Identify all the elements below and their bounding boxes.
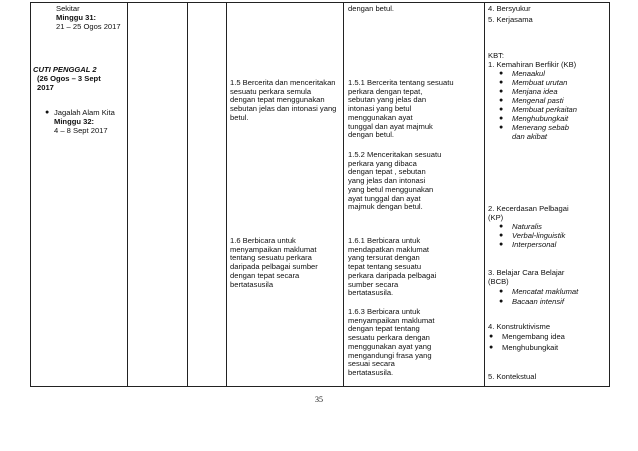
kp-item: Interpersonal bbox=[512, 240, 557, 249]
learning-standard-1-6-1-line: sumber secara bbox=[348, 279, 399, 289]
learning-standard-1-6-3-line: sesuatu perkara dengan bbox=[348, 333, 430, 343]
bullet-icon: ● bbox=[499, 70, 504, 77]
elements-cell bbox=[485, 3, 610, 387]
page-number: 35 bbox=[315, 395, 323, 404]
learning-standard-1-5-1-line: menggunakan ayat bbox=[348, 112, 413, 122]
content-standard-1-5-line: betul. bbox=[230, 112, 249, 122]
content-standard-1-6-line: 1.6 Berbicara untuk bbox=[230, 236, 296, 245]
learning-standard-1-6-1-line: yang tersurat dengan bbox=[348, 253, 420, 263]
bcb-heading: 3. Belajar Cara Belajar bbox=[488, 268, 565, 277]
content-standard-1-5-line: sebutan jelas dan intonasi yang bbox=[230, 104, 337, 114]
kp-heading: (KP) bbox=[488, 213, 504, 222]
content-standard-1-6-line: tentang sesuatu perkara bbox=[230, 253, 312, 263]
bullet-icon: ● bbox=[499, 124, 504, 131]
value-kerjasama: 5. Kerjasama bbox=[488, 15, 533, 24]
content-standard-cell bbox=[227, 3, 344, 387]
learning-standard-1-6-3-line: menyampaikan maklumat bbox=[348, 315, 435, 325]
learning-standard-1-5-1-line: perkara dengan tepat, bbox=[348, 86, 423, 96]
bullet-icon: ● bbox=[499, 288, 504, 295]
kp-heading: 2. Kecerdasan Pelbagai bbox=[488, 204, 569, 213]
empty-cell bbox=[188, 3, 227, 387]
content-standard-1-5-line: 1.5 Bercerita dan menceritakan bbox=[230, 78, 336, 87]
holiday-dates: (26 Ogos – 3 Sept bbox=[37, 74, 101, 83]
learning-standard-cell bbox=[344, 3, 485, 387]
learning-standard-1-5-2-line: yang jelas dan intonasi bbox=[348, 176, 426, 186]
learning-standard-line: dengan betul. bbox=[348, 4, 395, 13]
bullet-icon: ● bbox=[499, 97, 504, 104]
lesson-plan-table bbox=[30, 2, 610, 387]
kbt-heading: KBT: bbox=[488, 51, 505, 60]
bullet-icon: ● bbox=[499, 223, 504, 230]
content-standard-1-5-line: sesuatu perkara semula bbox=[230, 86, 312, 96]
bullet-icon: ● bbox=[499, 79, 504, 86]
learning-standard-1-5-1-line: dengan betul. bbox=[348, 130, 395, 140]
kp-item: Naturalis bbox=[512, 222, 542, 231]
kp-item: Verbal-linguistik bbox=[512, 231, 566, 240]
content-standard-1-5-line: dengan tepat menggunakan bbox=[230, 95, 325, 105]
holiday-title: CUTI PENGGAL 2 bbox=[33, 65, 97, 74]
learning-standard-1-5-2-line: dengan tepat , sebutan bbox=[348, 167, 426, 177]
kontekstual-heading: 5. Kontekstual bbox=[488, 372, 537, 381]
learning-standard-1-6-3-line: bertatasusila. bbox=[348, 367, 394, 377]
learning-standard-1-6-3-line: sesuai secara bbox=[348, 359, 395, 369]
bullet-icon: ● bbox=[499, 298, 504, 305]
bullet-icon: ● bbox=[499, 88, 504, 95]
bullet-icon: ● bbox=[499, 241, 504, 248]
kbt-kb-heading: 1. Kemahiran Berfikir (KB) bbox=[488, 60, 577, 69]
week-32-dates: 4 – 8 Sept 2017 bbox=[54, 126, 108, 135]
konstruktivisme-heading: 4. Konstruktivisme bbox=[488, 322, 551, 331]
learning-standard-1-6-1-line: mendapatkan maklumat bbox=[348, 244, 430, 254]
kb-item: dan akibat bbox=[512, 132, 548, 141]
learning-standard-1-5-2-line: perkara yang dibaca bbox=[348, 158, 417, 168]
bullet-icon: ● bbox=[489, 344, 494, 351]
konstruktivisme-item: Menghubungkait bbox=[502, 343, 559, 352]
learning-standard-1-5-1-line: tunggal dan ayat majmuk bbox=[348, 121, 433, 131]
kb-item: Mengenal pasti bbox=[512, 96, 564, 105]
learning-standard-1-6-3-line: 1.6.3 Berbicara untuk bbox=[348, 307, 421, 316]
week-32-label: Minggu 32: bbox=[54, 117, 95, 126]
bullet-icon: ● bbox=[489, 333, 494, 340]
value-bersyukur: 4. Bersyukur bbox=[488, 4, 531, 13]
bcb-heading: (BCB) bbox=[488, 277, 509, 286]
content-standard-1-6-line: dengan tepat secara bbox=[230, 270, 300, 280]
week-theme-cell bbox=[31, 3, 128, 387]
learning-standard-1-5-2-line: ayat tunggal dan ayat bbox=[348, 193, 421, 203]
bullet-icon: ● bbox=[499, 115, 504, 122]
bcb-item: Bacaan intensif bbox=[512, 297, 564, 306]
learning-standard-1-6-1-line: perkara daripada pelbagai bbox=[348, 270, 437, 280]
theme-title: Jagalah Alam Kita bbox=[54, 108, 115, 117]
bullet-icon: ● bbox=[499, 232, 504, 239]
learning-standard-1-5-2-line: majmuk dengan betul. bbox=[348, 202, 423, 212]
bullet-icon: ● bbox=[45, 109, 50, 116]
content-standard-1-6-line: bertatasusila bbox=[230, 279, 274, 289]
empty-cell bbox=[128, 3, 188, 387]
week-31-label: Minggu 31: bbox=[56, 13, 97, 22]
learning-standard-1-6-3-line: menggunakan ayat yang bbox=[348, 341, 432, 351]
bullet-icon: ● bbox=[499, 106, 504, 113]
kb-item: Menjana idea bbox=[512, 87, 558, 96]
week-31-dates: 21 – 25 Ogos 2017 bbox=[56, 22, 121, 31]
learning-standard-1-5-2-line: 1.5.2 Menceritakan sesuatu bbox=[348, 150, 442, 159]
kb-item: Menerang sebab bbox=[512, 123, 569, 132]
learning-standard-1-6-3-line: mengandungi frasa yang bbox=[348, 350, 432, 360]
content-standard-1-6-line: daripada pelbagai sumber bbox=[230, 262, 318, 272]
learning-standard-1-6-1-line: 1.6.1 Berbicara untuk bbox=[348, 236, 421, 245]
learning-standard-1-5-1-line: 1.5.1 Bercerita tentang sesuatu bbox=[348, 78, 454, 87]
bcb-item: Mencatat maklumat bbox=[512, 287, 579, 296]
sekitar-text: Sekitar bbox=[56, 4, 80, 13]
learning-standard-1-5-1-line: intonasi yang betul bbox=[348, 104, 412, 114]
learning-standard-1-5-2-line: yang betul menggunakan bbox=[348, 184, 434, 194]
content-standard-1-6-line: menyampaikan maklumat bbox=[230, 244, 317, 254]
kb-item: Menaakul bbox=[512, 69, 545, 78]
learning-standard-1-6-3-line: dengan tepat tentang bbox=[348, 324, 420, 334]
learning-standard-1-6-1-line: bertatasusila. bbox=[348, 288, 394, 298]
kb-item: Membuat perkaitan bbox=[512, 105, 578, 114]
holiday-year: 2017 bbox=[37, 83, 54, 92]
konstruktivisme-item: Mengembang idea bbox=[502, 332, 565, 341]
learning-standard-1-5-1-line: sebutan yang jelas dan bbox=[348, 95, 427, 105]
learning-standard-1-6-1-line: tepat tentang sesuatu bbox=[348, 262, 422, 272]
kb-item: Menghubungkait bbox=[512, 114, 569, 123]
kb-item: Membuat urutan bbox=[512, 78, 568, 87]
